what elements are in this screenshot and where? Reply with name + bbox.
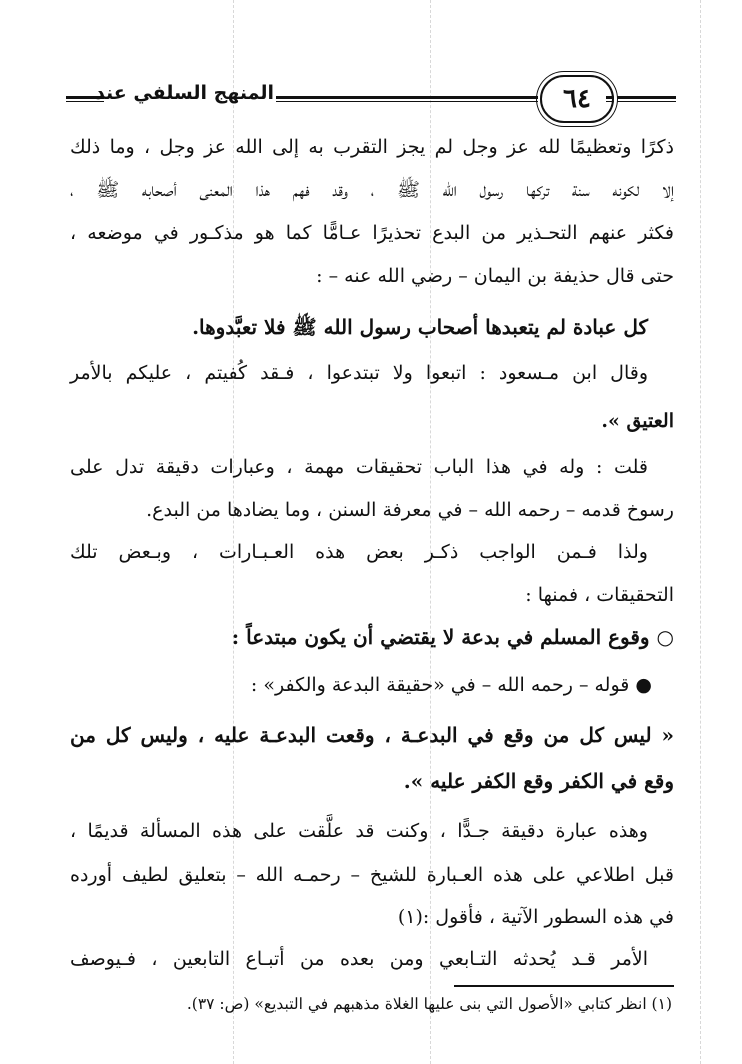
footnote-rule (454, 985, 674, 987)
bullet-line: ● قوله – رحمه الله – في «حقيقة البدعة والكفر» : (250, 674, 652, 696)
section-heading: ○ وقوع المسلم في بدعة لا يقتضي أن يكون مبتدعاً : (231, 625, 674, 649)
page-header (66, 70, 676, 128)
quote-line: « ليس كل من وقع في البدعـة ، وقعت البدعـة عليه ، وليس كل من (70, 723, 674, 747)
text-line: حتى قال حذيفة بن اليمان – رضي الله عنه – : (316, 265, 674, 287)
footnote: (١) انظر كتابي «الأصول التي بنى عليها الغلاة مذهبهم في التبديع» (ص: ٣٧). (186, 995, 672, 1013)
text-line: العتيق ». (601, 410, 674, 432)
text-line: قلت : وله في هذا الباب تحقيقات مهمة ، وعبارات دقيقة تدل على (70, 456, 648, 478)
text-line: ولذا فـمن الواجب ذكـر بعض هذه العـبـارات ، وبـعض تلك (70, 541, 648, 563)
running-title: المنهج السلفي عند (95, 82, 274, 104)
text-line: قبل اطلاعي على هذه العـبارة للشيخ – رحمـه الله – بتعليق لطيف أورده (70, 864, 674, 886)
text-line: في هذه السطور الآتية ، فأقول :(١) (397, 906, 674, 928)
text-line: فكثر عنهم التحـذير من البدع تحذيرًا عـامًّا كما هو مذكـور في موضعه ، (70, 222, 674, 244)
text-line: التحقيقات ، فمنها : (525, 584, 674, 606)
header-rule-middle (276, 96, 538, 102)
text-line: وقال ابن مـسعود : اتبعوا ولا تبتدعوا ، فـقد كُفيتم ، عليكم بالأمر (70, 362, 648, 384)
text-line: وهذه عبارة دقيقة جـدًّا ، وكنت قد علَّقت على هذه المسألة قديمًا ، (70, 820, 648, 842)
text-line: ذكرًا وتعظيمًا لله عز وجل لم يجز التقرب به إلى الله عز وجل ، وما ذلك (70, 136, 674, 158)
header-rule-right (606, 96, 676, 102)
page-number: ٦٤ (540, 75, 614, 123)
scan-artifact-line (700, 0, 701, 1064)
quote-line: وقع في الكفر وقع الكفر عليه ». (403, 769, 674, 793)
quote-line: كل عبادة لم يتعبدها أصحاب رسول الله ﷺ فلا تعبَّدوها. (192, 315, 648, 339)
text-line: رسوخ قدمه – رحمه الله – في معرفة السنن ، وما يضادها من البدع. (146, 499, 674, 521)
text-line: إلا لكونه سنة تركها رسول الله ﷺ ، وقد فهم هذا المعنى أصحابه ﷺ ، (70, 179, 674, 201)
text-line: الأمر قـد يُحدثه التـابعي ومن بعده من أتبـاع التابعين ، فـيوصف (70, 948, 648, 970)
header-rule-left (66, 96, 104, 102)
